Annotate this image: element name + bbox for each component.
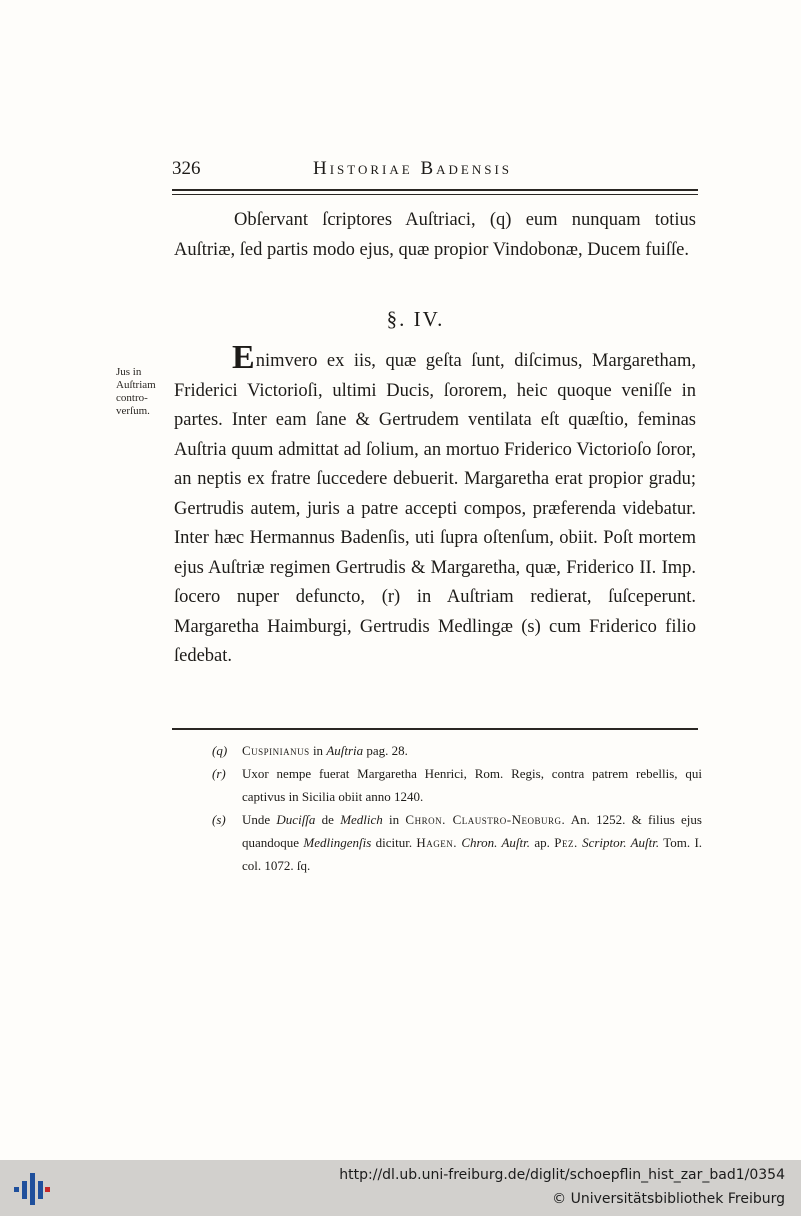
running-head: Historiae Badensis — [313, 158, 513, 179]
permalink-url[interactable]: http://dl.ub.uni-freiburg.de/diglit/schoepflin_hist_zar_bad1/0354 — [339, 1167, 785, 1183]
footnote-source: Hagen. — [416, 835, 458, 850]
logo-bar — [30, 1173, 35, 1205]
footnote-italic: Medlingenſis — [303, 835, 372, 850]
logo-bar — [38, 1181, 43, 1199]
section-heading: §. IV. — [386, 307, 445, 331]
footnote-rule — [172, 728, 698, 730]
drop-cap: E — [232, 339, 255, 376]
footnote-r — [212, 762, 702, 808]
footnote-author: Cuspinianus — [242, 743, 310, 758]
footnote-s — [212, 808, 702, 877]
footnotes — [212, 739, 702, 877]
footnote-mark: (s) — [212, 812, 226, 827]
header-rule — [172, 189, 698, 191]
footer-bar — [0, 1160, 801, 1216]
footnote-italic: Scriptor. Auſtr. — [582, 835, 660, 850]
paragraph — [174, 339, 696, 672]
footnote-text: Unde — [242, 812, 277, 827]
footnote-text: An. 1252. & filius ejus quandoque — [242, 812, 702, 850]
margin-note: Jus in Auſtriam contro-verſum. — [116, 366, 156, 417]
page-number: 326 — [172, 158, 201, 179]
header-rule-thin — [172, 194, 698, 195]
copyright: © Universitätsbibliothek Freiburg — [552, 1191, 785, 1207]
footnote-mark: (q) — [212, 743, 228, 758]
logo-bar — [22, 1181, 27, 1199]
ub-freiburg-logo-icon[interactable] — [12, 1167, 52, 1209]
footnote-q — [212, 739, 702, 762]
footnote-text: pag. 28. — [363, 743, 408, 758]
footnote-italic: Duciſſa — [276, 812, 316, 827]
footnote-text: ap. — [530, 835, 555, 850]
logo-bar — [14, 1187, 19, 1192]
footnote-text: in — [309, 743, 327, 758]
footnote-text: in — [382, 812, 406, 827]
logo-bar-accent — [45, 1187, 50, 1192]
paragraph: Obſervant ſcriptores Auſtriaci, (q) eum nunquam totius Auſtriæ, ſed partis modo ejus, quæ propior Vindobonæ, Ducem fuiſſe. — [174, 210, 696, 260]
footnote-text: dicitur. — [371, 835, 417, 850]
paragraph-text: nimvero ex iis, quæ geſta ſunt, diſcimus, Margaretham, Friderici Victorioſi, ultimi Ducis, ſororem, heic quoque veniſſe in partes. Inter eam ſane & Gertrudem ventilata eſt quæſtio, feminas Auſtria quum admittat ad ſolium, an mortuo Friderico Victorioſo ſoror, an neptis ex fratre ſuccedere debuerit. Margaretha erat propior gradu; Gertrudis autem, juris a patre accepti compos, præferenda videbatur. Inter hæc Hermannus Badenſis, uti ſupra oſtenſum, obiit. Poſt mortem ejus Auſtriæ regimen Gertrudis & Margaretha, quæ, Friderico II. Imp. ſocero nuper defuncto, (r) in Auſtriam redierat, ſuſceperunt. Margaretha Haimburgi, Gertrudis Medlingæ (s) cum Friderico filio ſedebat. — [174, 351, 696, 666]
footnote-source: Chron. Claustro-Neoburg. — [405, 812, 566, 827]
footnote-title: Auſtria — [326, 743, 364, 758]
footnote-italic: Chron. Auſtr. — [461, 835, 531, 850]
footnote-source: Pez. — [554, 835, 578, 850]
footnote-text: de — [315, 812, 341, 827]
footnote-text: Uxor nempe fuerat Margaretha Henrici, Rom. Regis, contra patrem rebellis, qui captivus in Sicilia obiit anno 1240. — [242, 766, 702, 804]
footnote-text: Tom. I. col. 1072. ſq. — [242, 835, 703, 873]
footnote-mark: (r) — [212, 766, 226, 781]
footnote-italic: Medlich — [340, 812, 383, 827]
